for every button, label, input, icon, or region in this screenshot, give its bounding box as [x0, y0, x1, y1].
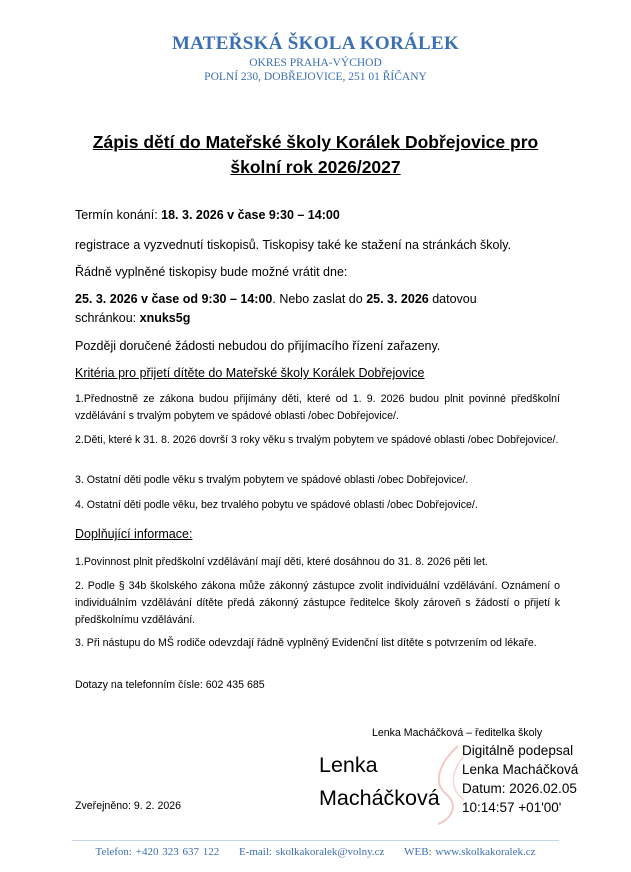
school-address: POLNÍ 230, DOBŘEJOVICE, 251 01 ŘÍČANY — [204, 71, 427, 83]
title-line-1: Zápis dětí do Mateřské školy Korálek Dobřejovice pro — [92, 132, 539, 152]
additional-item: 3. Při nástupu do MŠ rodiče odevzdají řádně vyplněný Evidenční list dítěte s potvrzením od lékaře. — [75, 637, 537, 649]
footer — [0, 846, 631, 858]
criteria-item: 2.Děti, které k 31. 8. 2026 dovrší 3 roky věku s trvalým pobytem ve spádové oblasti /obec Dobřejovice/. — [75, 434, 559, 446]
criteria-item: 4. Ostatní děti podle věku, bez trvalého pobytu ve spádové oblasti /obec Dobřejovice/. — [75, 499, 478, 511]
published-date: Zveřejněno: 9. 2. 2026 — [75, 800, 182, 812]
registration-paragraph: registrace a vyzvednutí tiskopisů. Tiskopisy také ke stažení na stránkách školy. — [75, 238, 512, 252]
title-line-2: školní rok 2026/2027 — [230, 157, 401, 177]
additional-heading: Doplňující informace: — [75, 527, 193, 541]
footer-web[interactable]: WEB: www.skolkakoralek.cz — [404, 846, 536, 858]
footer-divider — [72, 840, 559, 841]
contact-phone: Dotazy na telefonním čísle: 602 435 685 — [75, 679, 265, 691]
digital-signature-block — [462, 741, 578, 817]
digital-line: Lenka Macháčková — [462, 762, 579, 777]
digital-line: Datum: 2026.02.05 — [462, 781, 577, 796]
term-value: 18. 3. 2026 v čase 9:30 – 14:00 — [161, 208, 340, 222]
mailbox-id: xnuks5g — [139, 311, 191, 325]
return-date-paragraph — [75, 290, 558, 328]
criteria-heading: Kritéria pro přijetí dítěte do Mateřské školy Korálek Dobřejovice — [75, 366, 425, 380]
footer-phone: Telefon: +420 323 637 122 — [95, 846, 220, 858]
school-name: MATEŘSKÁ ŠKOLA KORÁLEK — [171, 33, 460, 54]
signature-name-last: Macháčková — [319, 786, 440, 810]
return-date-middle: . Nebo zaslat do — [272, 292, 367, 306]
mailbox-label: schránkou: — [75, 311, 140, 325]
term-label: Termín konání: — [75, 208, 162, 222]
footer-email[interactable]: E-mail: skolkakoralek@volny.cz — [238, 846, 385, 858]
additional-item: 2. Podle § 34b školského zákona může zákonný zástupce zvolit individuální vzdělávání. Oznámení o individuálním vzdělávání dítěte předá zákonný zástupce ředitelce školy zároveň s žádostí o přijetí k předškolnímu vzdělávání. — [75, 580, 560, 626]
late-notice: Později doručené žádosti nebudou do přijímacího řízení zařazeny. — [75, 339, 441, 353]
signature-name-first: Lenka — [319, 753, 378, 777]
return-info: Řádně vyplněné tiskopisy bude možné vrátit dne: — [75, 265, 348, 279]
digital-line: Digitálně podepsal — [462, 743, 574, 758]
term-paragraph — [75, 206, 558, 225]
return-date-after: datovou — [428, 292, 477, 306]
return-deadline: 25. 3. 2026 — [366, 292, 429, 306]
document-title — [60, 130, 571, 180]
return-date-time: 25. 3. 2026 v čase od 9:30 – 14:00 — [75, 292, 273, 306]
signer-title: Lenka Macháčková – ředitelka školy — [372, 727, 543, 739]
criteria-item: 1.Přednostně ze zákona budou přijímány děti, které od 1. 9. 2026 budou plnit povinné předškolní vzdělávání s trvalým pobytem ve spádové oblasti /obec Dobřejovice/. — [75, 393, 560, 422]
digital-line: 10:14:57 +01'00' — [462, 800, 562, 815]
criteria-item: 3. Ostatní děti podle věku s trvalým pobytem ve spádové oblasti /obec Dobřejovice/. — [75, 474, 469, 486]
school-district: OKRES PRAHA-VÝCHOD — [249, 57, 382, 69]
additional-item: 1.Povinnost plnit předškolní vzdělávání mají děti, které dosáhnou do 31. 8. 2026 pěti let. — [75, 556, 488, 568]
